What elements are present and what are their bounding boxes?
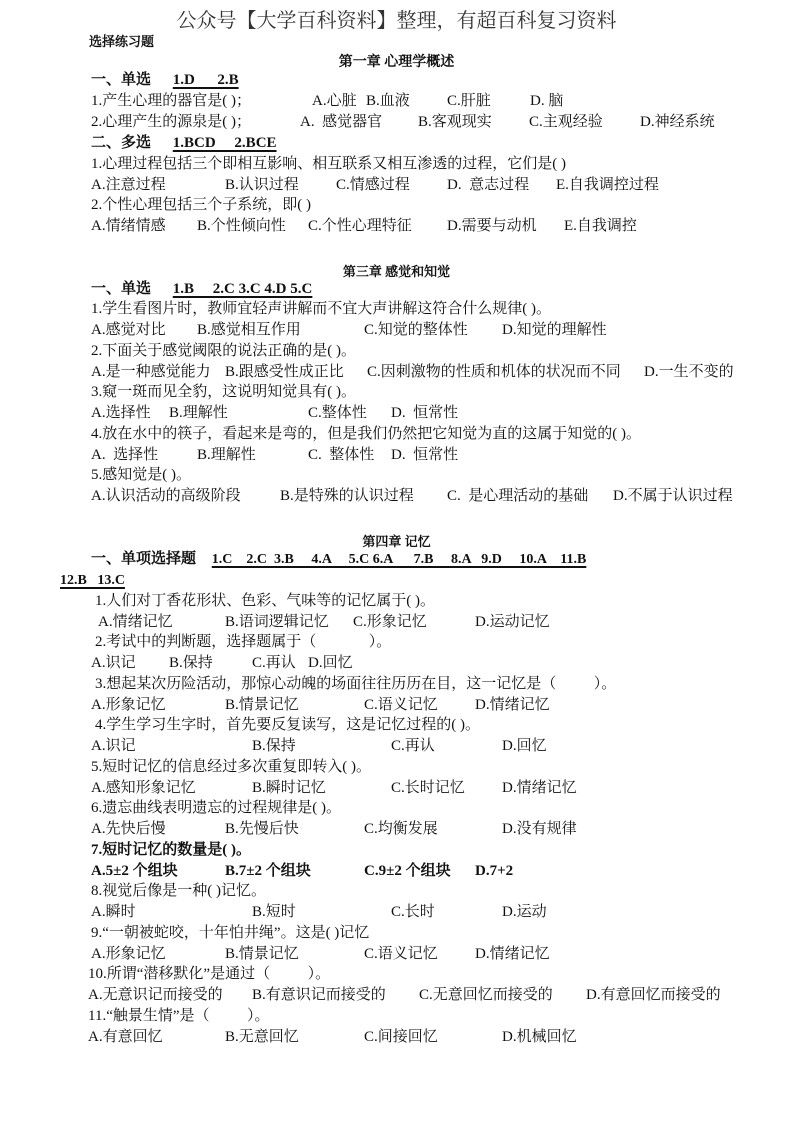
question-text: 11.“触景生情”是（ ）。 — [88, 1008, 270, 1024]
section-heading — [91, 71, 239, 89]
option: C.整体性 — [308, 405, 367, 421]
question-text: 1.人们对丁香花形状、色彩、气味等的记忆属于( )。 — [95, 593, 435, 609]
question-text: 7.短时记忆的数量是( )。 — [91, 842, 251, 858]
answer-key: 1.B 2.C 3.C 4.D 5.C — [172, 281, 313, 297]
option: D.知觉的理解性 — [502, 322, 607, 338]
option: D.情绪记忆 — [475, 697, 550, 713]
option: D.需要与动机 — [447, 218, 537, 234]
option: A.5±2 个组块 — [91, 863, 178, 879]
question-text: 10.所谓“潜移默化”是通过（ ）。 — [88, 966, 331, 982]
option: D. 意志过程 — [447, 177, 530, 193]
answer-key: 1.BCD 2.BCE — [172, 135, 277, 151]
option: B.7±2 个组块 — [225, 863, 311, 879]
option: B.有意识记而接受的 — [252, 987, 386, 1003]
page-header: 公众号【大学百科资料】整理，有超百科复习资料 — [176, 10, 617, 32]
option: C.个性心理特征 — [308, 218, 412, 234]
question-text: 2.心理产生的源泉是( )； — [91, 114, 251, 130]
option: C.无意回忆而接受的 — [419, 987, 553, 1003]
option: D. 恒常性 — [391, 405, 459, 421]
option: B.个性倾向性 — [197, 218, 286, 234]
doc-title: 选择练习题 — [89, 34, 155, 49]
section-label: 一、单项选择题 — [91, 551, 197, 567]
option: B.跟感受性成正比 — [225, 364, 344, 380]
section-label: 二、多选 — [91, 135, 152, 151]
option: A.感知形象记忆 — [91, 780, 196, 796]
option: D.情绪记忆 — [475, 946, 550, 962]
option: B.情景记忆 — [225, 697, 299, 713]
option: D. 恒常性 — [391, 447, 459, 463]
question-text: 3.想起某次历险活动，那惊心动魄的场面往往历历在目，这一记忆是（ ）。 — [95, 676, 617, 692]
option: C.情感过程 — [336, 177, 410, 193]
option: C.语义记忆 — [364, 946, 438, 962]
chapter-title: 第三章 感觉和知觉 — [342, 264, 451, 279]
option: B.保持 — [252, 738, 296, 754]
option: A.有意回忆 — [88, 1029, 163, 1045]
option: C.均衡发展 — [364, 821, 438, 837]
option: B.血液 — [366, 93, 410, 109]
question-text: 6.遗忘曲线表明遗忘的过程规律是( )。 — [91, 800, 341, 816]
option: D.运动记忆 — [475, 614, 550, 630]
question-text: 1.产生心理的器官是( )； — [91, 93, 251, 109]
option: C.形象记忆 — [353, 614, 427, 630]
option: D.不属于认识过程 — [613, 488, 733, 504]
question-text: 5.感知觉是( )。 — [91, 467, 191, 483]
option: B.认识过程 — [225, 177, 299, 193]
option: B.理解性 — [169, 405, 228, 421]
option: D.回忆 — [502, 738, 547, 754]
option: C.因刺激物的性质和机体的状况而不同 — [367, 364, 621, 380]
option: B.客观现实 — [418, 114, 492, 130]
answer-key: 12.B 13.C — [60, 573, 125, 588]
option: A.情绪情感 — [91, 218, 166, 234]
answer-key: 1.D 2.B — [172, 72, 239, 88]
option: B.感觉相互作用 — [197, 322, 301, 338]
option: B.瞬时记忆 — [252, 780, 326, 796]
question-text: 8.视觉后像是一种( )记忆。 — [91, 883, 266, 899]
option: A.瞬时 — [91, 904, 136, 920]
option: C.再认 — [391, 738, 435, 754]
option: B.是特殊的认识过程 — [280, 488, 414, 504]
option: C.间接回忆 — [364, 1029, 438, 1045]
option: D.一生不变的 — [644, 364, 734, 380]
option: B.先慢后快 — [225, 821, 299, 837]
option: A. 选择性 — [91, 447, 159, 463]
option: A.选择性 — [91, 405, 151, 421]
option: A.是一种感觉能力 — [91, 364, 211, 380]
option: C. 是心理活动的基础 — [447, 488, 589, 504]
option: E.自我调控 — [564, 218, 637, 234]
question-text: 2.个性心理包括三个子系统，即( ) — [91, 197, 311, 213]
option: B.保持 — [169, 655, 213, 671]
section-heading — [91, 280, 312, 298]
option: B.情景记忆 — [225, 946, 299, 962]
option: C.9±2 个组块 — [364, 863, 451, 879]
option: A.无意识记而接受的 — [88, 987, 223, 1003]
question-text: 5.短时记忆的信息经过多次重复即转入( )。 — [91, 759, 371, 775]
option: D.有意回忆而接受的 — [586, 987, 721, 1003]
option: D.回忆 — [308, 655, 353, 671]
option: A.心脏 — [312, 93, 357, 109]
option: A. 感觉器官 — [300, 114, 383, 130]
option: C.长时记忆 — [391, 780, 465, 796]
option: D.运动 — [502, 904, 547, 920]
option: C.再认 — [252, 655, 296, 671]
option: C.长时 — [391, 904, 435, 920]
option: A.识记 — [91, 738, 136, 754]
option: C.主观经验 — [529, 114, 603, 130]
option: B.理解性 — [197, 447, 256, 463]
option: B.短时 — [252, 904, 296, 920]
option: A.形象记忆 — [91, 697, 166, 713]
option: C. 整体性 — [308, 447, 375, 463]
option: A.认识活动的高级阶段 — [91, 488, 241, 504]
question-text: 1.心理过程包括三个即相互影响、相互联系又相互渗透的过程，它们是( ) — [91, 156, 566, 172]
option: A.情绪记忆 — [98, 614, 173, 630]
chapter-title: 第四章 记忆 — [362, 534, 431, 549]
option: A.先快后慢 — [91, 821, 166, 837]
question-text: 4.学生学习生字时，首先要反复读写，这是记忆过程的( )。 — [95, 717, 480, 733]
option: A.感觉对比 — [91, 322, 166, 338]
section-heading — [91, 550, 586, 569]
section-heading-continued — [60, 571, 125, 590]
chapter-title: 第一章 心理学概述 — [338, 55, 455, 70]
question-text: 3.窥一斑而见全豹，这说明知觉具有( )。 — [91, 384, 356, 400]
option: D.机械回忆 — [502, 1029, 577, 1045]
option: C.语义记忆 — [364, 697, 438, 713]
section-label: 一、单选 — [91, 281, 152, 297]
option: A.形象记忆 — [91, 946, 166, 962]
section-heading — [91, 134, 277, 152]
option: D.没有规律 — [502, 821, 577, 837]
question-text: 1.学生看图片时，教师宜轻声讲解而不宜大声讲解这符合什么规律( )。 — [91, 301, 551, 317]
option: D.神经系统 — [640, 114, 715, 130]
section-label: 一、单选 — [91, 72, 152, 88]
option: B.语词逻辑记忆 — [225, 614, 329, 630]
option: D.情绪记忆 — [502, 780, 577, 796]
option: D.7+2 — [475, 863, 514, 879]
option: E.自我调控过程 — [556, 177, 659, 193]
question-text: 2.下面关于感觉阈限的说法正确的是( )。 — [91, 343, 356, 359]
question-text: 9.“一朝被蛇咬，十年怕井绳”。这是( )记忆 — [91, 925, 370, 941]
option: D. 脑 — [530, 93, 564, 109]
option: C.肝脏 — [447, 93, 491, 109]
question-text: 2.考试中的判断题，选择题属于（ ）。 — [95, 634, 392, 650]
option: A.识记 — [91, 655, 136, 671]
question-text: 4.放在水中的筷子，看起来是弯的，但是我们仍然把它知觉为直的这属于知觉的( )。 — [91, 426, 641, 442]
option: A.注意过程 — [91, 177, 166, 193]
option: B.无意回忆 — [225, 1029, 299, 1045]
option: C.知觉的整体性 — [364, 322, 468, 338]
answer-key: 1.C 2.C 3.B 4.A 5.C 6.A 7.B 8.A 9.D 10.A 11.B — [211, 552, 587, 567]
